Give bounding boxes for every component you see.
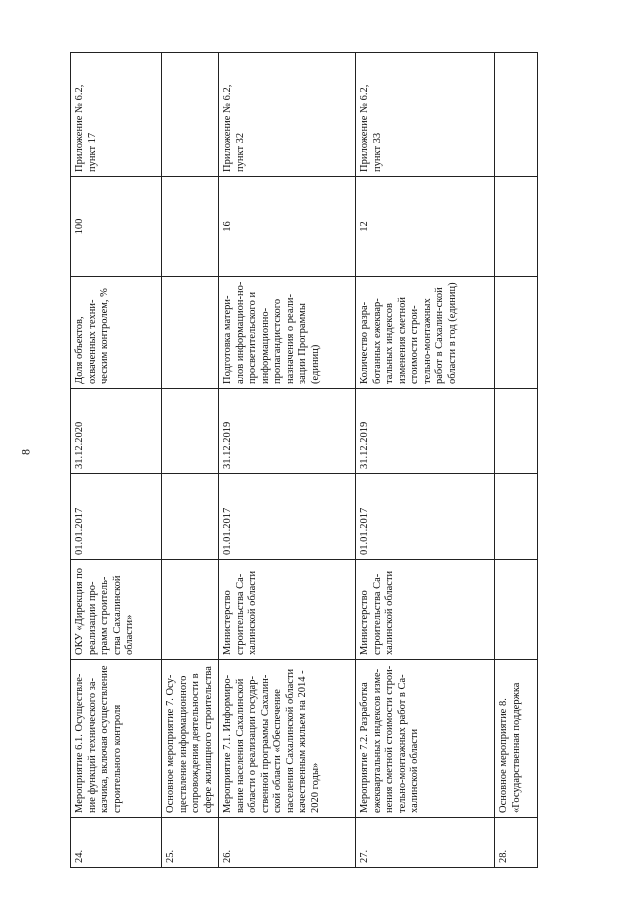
end-date-cell: 31.12.2019 xyxy=(219,389,356,474)
value-cell: 12 xyxy=(356,177,495,277)
start-date-cell: 01.01.2017 xyxy=(71,474,162,560)
start-date-cell xyxy=(495,474,538,560)
start-date-cell xyxy=(162,474,219,560)
indicator-cell xyxy=(495,277,538,389)
row-number: 28. xyxy=(495,818,538,868)
reference-cell: Приложение № 6.2, пункт 33 xyxy=(356,53,495,177)
end-date-cell: 31.12.2020 xyxy=(71,389,162,474)
value-cell xyxy=(162,177,219,277)
start-date-cell: 01.01.2017 xyxy=(356,474,495,560)
start-date-cell: 01.01.2017 xyxy=(219,474,356,560)
executor-cell: Министерство строительства Са-халинской области xyxy=(219,560,356,660)
end-date-cell xyxy=(495,389,538,474)
end-date-cell: 31.12.2019 xyxy=(356,389,495,474)
event-cell: Мероприятие 6.1. Осуществле-ние функций технического за-казчика, включая осуществление строительного контроля xyxy=(71,660,162,818)
table-rotation-container xyxy=(70,53,580,868)
row-number: 27. xyxy=(356,818,495,868)
executor-cell xyxy=(495,560,538,660)
indicator-cell: Доля объектов, охваченных техни-ческим контролем, % xyxy=(71,277,162,389)
executor-cell xyxy=(162,560,219,660)
event-cell: Основное мероприятие 7. Осу-ществление информационного сопровождения деятельности в сфере жилищного строительства xyxy=(162,660,219,818)
value-cell: 100 xyxy=(71,177,162,277)
table-row xyxy=(356,53,495,868)
event-cell: Мероприятие 7.2. Разработка ежеквартальных индексов изме-нения сметной стоимости строи-тельно-монтажных работ в Са-халинской области xyxy=(356,660,495,818)
indicator-cell xyxy=(162,277,219,389)
page-number: 8 xyxy=(18,449,33,455)
indicator-cell: Подготовка матери-алов информацион-но-просветительского и информационно-пропагандистского назначения о реали-зации Программы (единиц) xyxy=(219,277,356,389)
indicator-cell: Количество разра-ботанных ежеквар-тальных индексов изменения сметной стоимости строи-тельно-монтажных работ в Сахалин-ской области в год (единиц) xyxy=(356,277,495,389)
table-row xyxy=(495,53,538,868)
table-row xyxy=(71,53,162,868)
reference-cell xyxy=(162,53,219,177)
row-number: 26. xyxy=(219,818,356,868)
table-row xyxy=(162,53,219,868)
event-cell: Основное мероприятие 8. «Государственная поддержка xyxy=(495,660,538,818)
row-number: 25. xyxy=(162,818,219,868)
reference-cell xyxy=(495,53,538,177)
value-cell xyxy=(495,177,538,277)
reference-cell: Приложение № 6.2, пункт 17 xyxy=(71,53,162,177)
rotated-table-sheet xyxy=(70,53,580,868)
executor-cell: ОКУ «Дирекция по реализации про-грамм строитель-ства Сахалинской области» xyxy=(71,560,162,660)
table-row xyxy=(219,53,356,868)
event-cell: Мероприятие 7.1. Информиро-вание населения Сахалинской области о реализации государ-ственной программы Сахалин-ской области «Обеспечение населения Сахалинской области качественным жильем на 2014 - 2020 годы» xyxy=(219,660,356,818)
reference-cell: Приложение № 6.2, пункт 32 xyxy=(219,53,356,177)
executor-cell: Министерство строительства Са-халинской области xyxy=(356,560,495,660)
row-number: 24. xyxy=(71,818,162,868)
program-activities-table xyxy=(70,52,538,868)
end-date-cell xyxy=(162,389,219,474)
value-cell: 16 xyxy=(219,177,356,277)
